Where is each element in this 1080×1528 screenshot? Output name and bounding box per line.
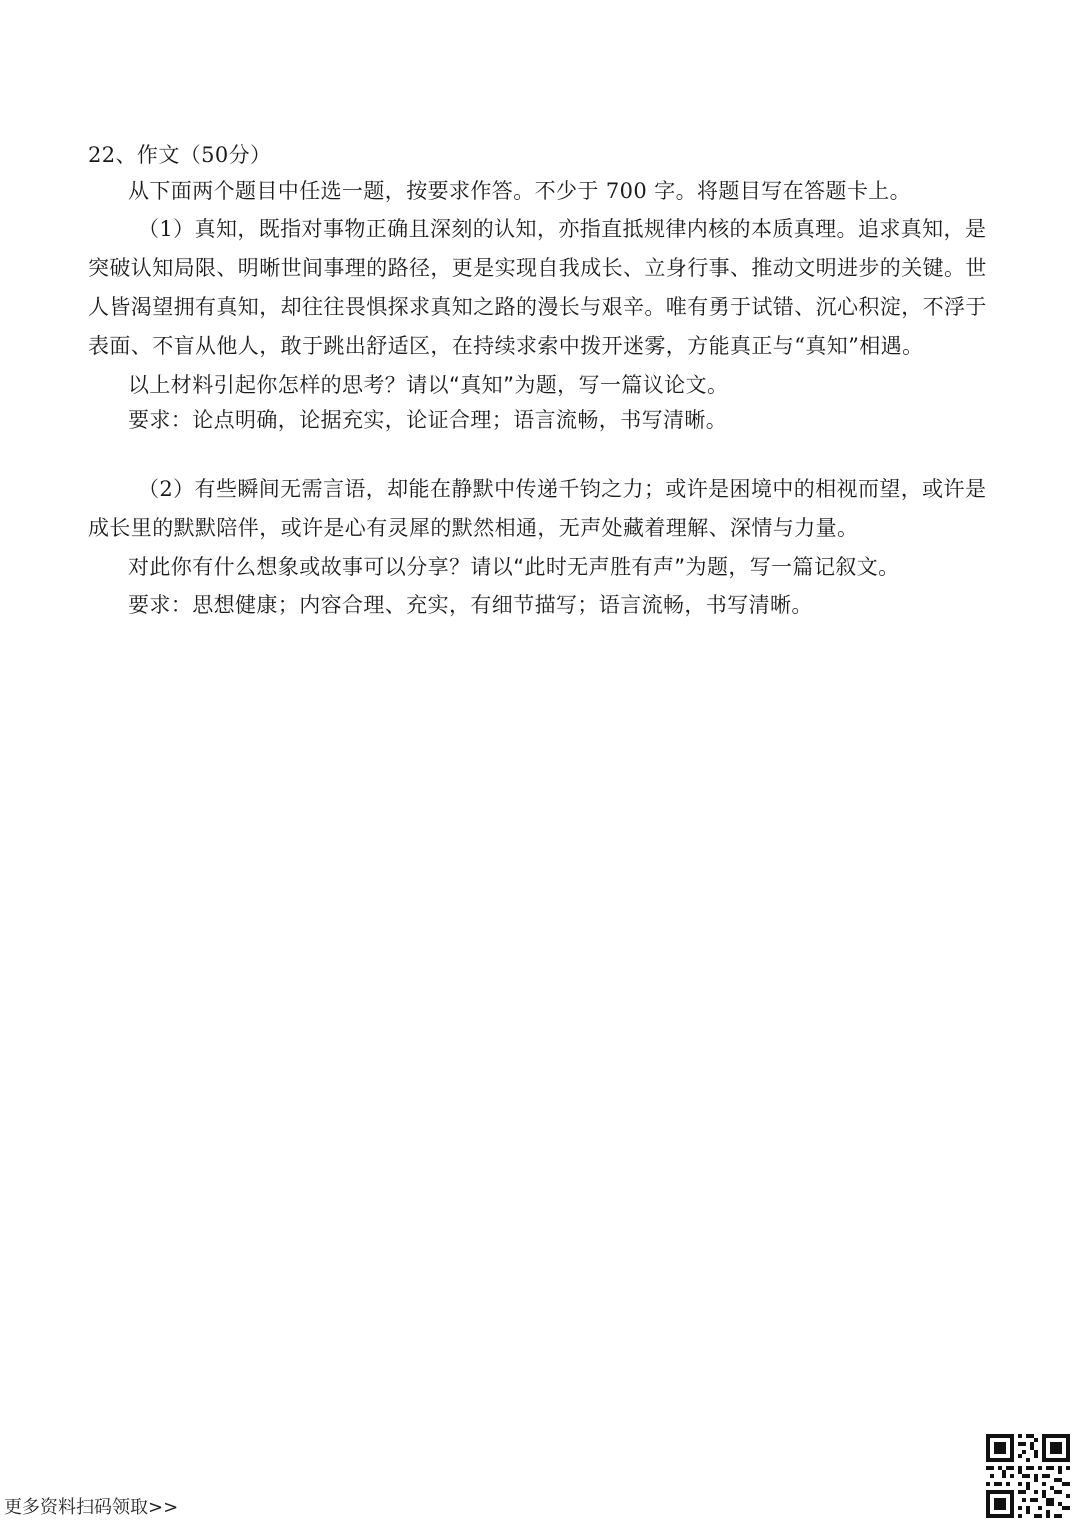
topic1-material-line: 突破认知局限、明晰世间事理的路径，更是实现自我成长、立身行事、推动文明进步的关键。世 bbox=[88, 256, 987, 280]
topic2-material-line: （2）有些瞬间无需言语，却能在静默中传递千钧之力；或许是困境中的相视而望，或许是 bbox=[138, 477, 987, 501]
question-heading: 22、作文（50分） bbox=[88, 143, 272, 167]
topic1-prompt: 以上材料引起你怎样的思考？请以“真知”为题，写一篇议论文。 bbox=[128, 373, 729, 397]
topic2-prompt: 对此你有什么想象或故事可以分享？请以“此时无声胜有声”为题，写一篇记叙文。 bbox=[128, 555, 900, 579]
topic1-requirement: 要求：论点明确，论据充实，论证合理；语言流畅，书写清晰。 bbox=[128, 408, 728, 432]
topic2-requirement: 要求：思想健康；内容合理、充实，有细节描写；语言流畅，书写清晰。 bbox=[128, 593, 813, 617]
footer-promo-text[interactable]: 更多资料扫码领取>> bbox=[4, 1497, 179, 1518]
topic1-material-line: 人皆渴望拥有真知，却往往畏惧探求真知之路的漫长与艰辛。唯有勇于试错、沉心积淀，不浮于 bbox=[88, 295, 987, 319]
topic1-material-line: （1）真知，既指对事物正确且深刻的认知，亦指直抵规律内核的本质真理。追求真知，是 bbox=[138, 217, 987, 241]
question-instructions: 从下面两个题目中任选一题，按要求作答。不少于 700 字。将题目写在答题卡上。 bbox=[128, 179, 912, 203]
qr-code-icon[interactable] bbox=[986, 1434, 1070, 1518]
topic2-material-line: 成长里的默默陪伴，或许是心有灵犀的默然相通，无声处藏着理解、深情与力量。 bbox=[88, 516, 859, 540]
topic1-material-line: 表面、不盲从他人，敢于跳出舒适区，在持续求索中拨开迷雾，方能真正与“真知”相遇。 bbox=[88, 334, 924, 358]
